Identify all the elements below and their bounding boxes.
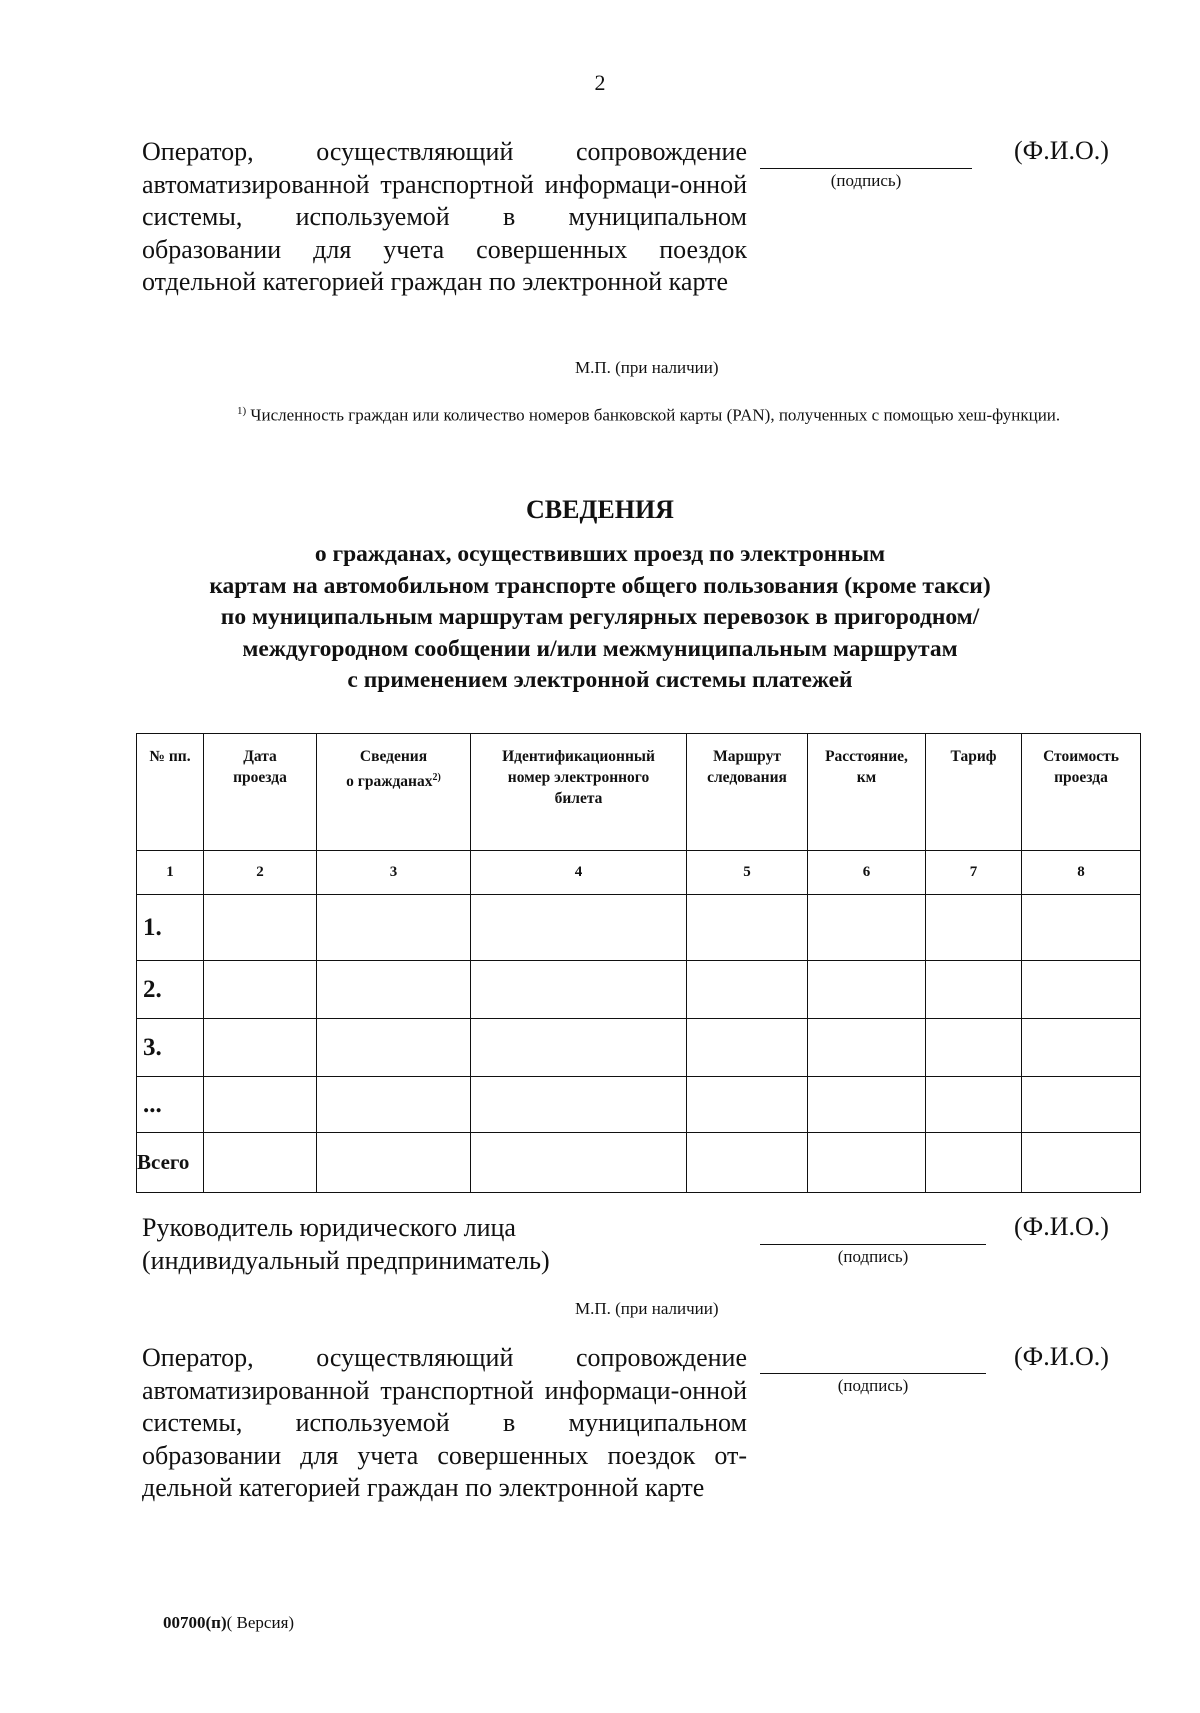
table-cell[interactable]	[1022, 1133, 1141, 1193]
table-row	[137, 961, 1141, 1019]
row-label: 3.	[137, 1019, 204, 1077]
fio-caption-bottom: (Ф.И.О.)	[1014, 1342, 1109, 1371]
signature-line-head[interactable]	[760, 1244, 986, 1245]
subtitle-line: с применением электронной системы платежей	[347, 667, 853, 693]
table-cell[interactable]	[808, 1077, 926, 1133]
document-subtitle	[100, 539, 1100, 697]
table-cell[interactable]	[317, 961, 471, 1019]
header-tariff: Тариф	[926, 734, 1022, 851]
table-cell[interactable]	[926, 895, 1022, 961]
header-route: Маршрут следования	[687, 734, 808, 851]
document-code-number: 00700(п)	[163, 1613, 227, 1632]
table-cell[interactable]	[808, 961, 926, 1019]
header-date: Дата проезда	[204, 734, 317, 851]
header-cost: Стоимость проезда	[1022, 734, 1141, 851]
table-cell[interactable]	[204, 1077, 317, 1133]
table-cell[interactable]	[471, 961, 687, 1019]
table-cell[interactable]	[317, 1077, 471, 1133]
operator-text-bottom: Оператор, осуществляющий сопровождение автоматизированной транспортной информаци-онной системы, используемой в муниципальном образовании для учета совершенных поездок от-дельной категорией граждан по электронной карте	[142, 1343, 747, 1503]
column-number: 6	[808, 851, 926, 895]
stamp-caption-top: М.П. (при наличии)	[575, 358, 719, 377]
table-cell[interactable]	[317, 1133, 471, 1193]
column-numbers-row	[137, 851, 1141, 895]
table-cell[interactable]	[687, 895, 808, 961]
table-row	[137, 895, 1141, 961]
row-label: 2.	[137, 961, 204, 1019]
fio-caption-top: (Ф.И.О.)	[1014, 136, 1109, 165]
column-number: 7	[926, 851, 1022, 895]
row-label: 1.	[137, 895, 204, 961]
subtitle-line: картам на автомобильном транспорте общего пользования (кроме такси)	[209, 572, 991, 599]
header-distance: Расстояние, км	[808, 734, 926, 851]
head-signature-line2: (индивидуальный предприниматель)	[142, 1245, 550, 1275]
table-cell[interactable]	[1022, 895, 1141, 961]
document-title: СВЕДЕНИЯ	[526, 495, 674, 524]
head-signature-line1: Руководитель юридического лица	[142, 1213, 516, 1242]
table-cell[interactable]	[926, 1077, 1022, 1133]
table-cell[interactable]	[317, 895, 471, 961]
column-number: 2	[204, 851, 317, 895]
signature-line-top[interactable]	[760, 168, 972, 169]
table-cell[interactable]	[1022, 1077, 1141, 1133]
table-cell[interactable]	[204, 1133, 317, 1193]
header-citizens: Сведения о гражданах$^{2)}$	[317, 734, 471, 851]
signature-line-bottom[interactable]	[760, 1373, 986, 1374]
table-cell[interactable]	[926, 1019, 1022, 1077]
subtitle-line: о гражданах, осуществивших проезд по электронным	[314, 541, 886, 567]
document-code-version: ( Версия)	[226, 1613, 295, 1632]
fio-caption-head: (Ф.И.О.)	[1014, 1212, 1109, 1241]
table-cell[interactable]	[687, 1077, 808, 1133]
table-row-total	[137, 1133, 1141, 1193]
document-code	[163, 1613, 294, 1633]
signature-caption-head: (подпись)	[837, 1247, 909, 1266]
row-label-total: Всего	[137, 1133, 204, 1193]
table-cell[interactable]	[471, 1133, 687, 1193]
table-cell[interactable]	[926, 1133, 1022, 1193]
trips-table	[136, 733, 1141, 1193]
header-ticket-id: Идентификационный номер электронного билета	[471, 734, 687, 851]
table-cell[interactable]	[1022, 1019, 1141, 1077]
table-row	[137, 1077, 1141, 1133]
table-cell[interactable]	[471, 1019, 687, 1077]
table-cell[interactable]	[471, 895, 687, 961]
table-header-row	[137, 734, 1141, 851]
table-cell[interactable]	[687, 1019, 808, 1077]
column-number: 4	[471, 851, 687, 895]
column-number: 8	[1022, 851, 1141, 895]
table-cell[interactable]	[687, 961, 808, 1019]
table-cell[interactable]	[1022, 961, 1141, 1019]
table-cell[interactable]	[204, 961, 317, 1019]
table-cell[interactable]	[204, 895, 317, 961]
column-number: 3	[317, 851, 471, 895]
table-cell[interactable]	[808, 895, 926, 961]
column-number: 1	[137, 851, 204, 895]
table-cell[interactable]	[808, 1019, 926, 1077]
table-cell[interactable]	[687, 1133, 808, 1193]
signature-caption-top: (подпись)	[830, 171, 902, 190]
row-label: ...	[137, 1077, 204, 1133]
table-cell[interactable]	[926, 961, 1022, 1019]
subtitle-line: по муниципальным маршрутам регулярных перевозок в пригородном/	[220, 604, 980, 630]
footnote-marker: 1)	[237, 405, 247, 417]
operator-text-top: Оператор, осуществляющий сопровождение автоматизированной транспортной информаци-онной системы, используемой в муниципальном образовании для учета совершенных поездок отдельной категорией граждан по электронной карте	[142, 137, 747, 297]
head-signature-text	[142, 1212, 762, 1277]
column-number: 5	[687, 851, 808, 895]
header-number: № пп.	[137, 734, 204, 851]
signature-caption-bottom: (подпись)	[837, 1376, 909, 1395]
footnote	[162, 398, 1112, 429]
table-cell[interactable]	[471, 1077, 687, 1133]
page-number: 2	[594, 70, 606, 95]
table-cell[interactable]	[204, 1019, 317, 1077]
table-row	[137, 1019, 1141, 1077]
subtitle-line: междугородном сообщении и/или межмуниципальным маршрутам	[242, 635, 958, 662]
table-cell[interactable]	[317, 1019, 471, 1077]
table-cell[interactable]	[808, 1133, 926, 1193]
stamp-caption-head: М.П. (при наличии)	[575, 1299, 719, 1318]
footnote-text: Численность граждан или количество номеров банковской карты (PAN), полученных с помощью хеш-функции.	[246, 405, 1061, 425]
